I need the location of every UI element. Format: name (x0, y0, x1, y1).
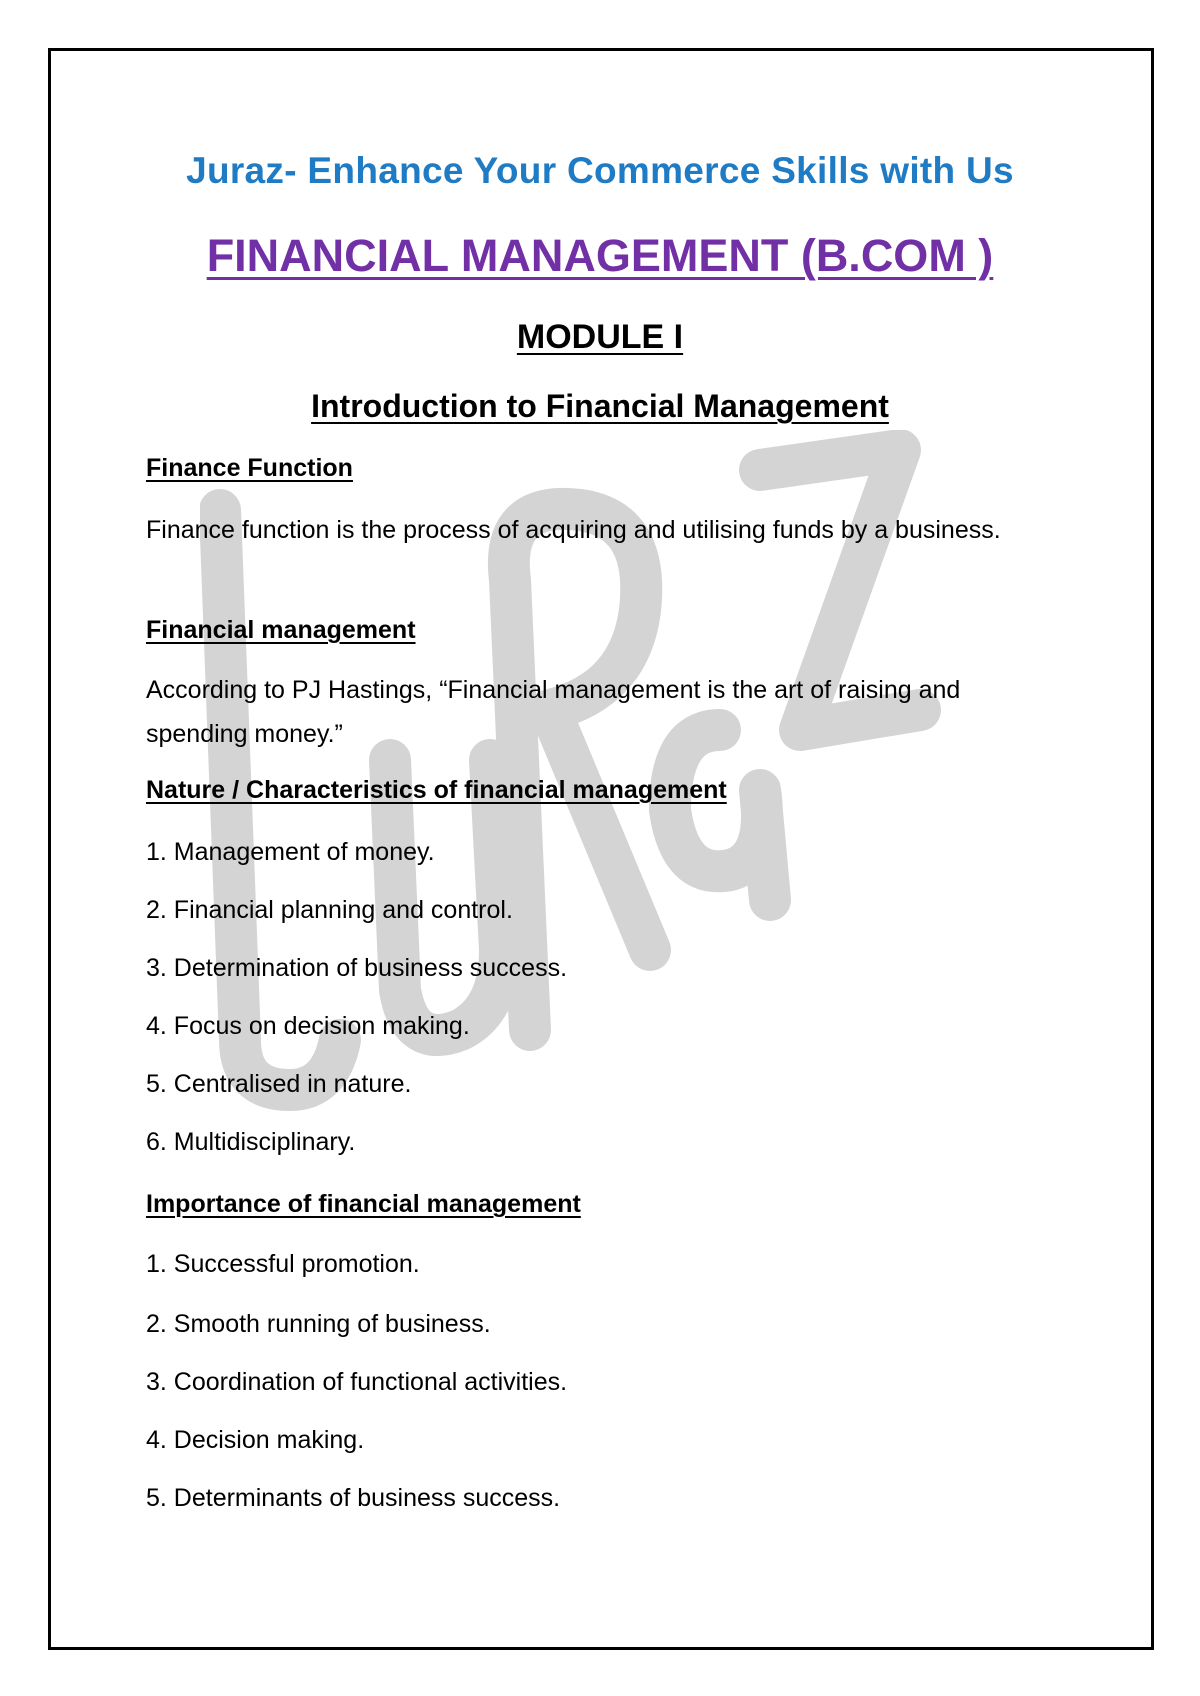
section-heading-financial-management: Financial management (146, 616, 416, 644)
nature-list-item: 2. Financial planning and control. (146, 896, 513, 924)
document-title (0, 230, 1200, 282)
importance-list-item: 4. Decision making. (146, 1426, 365, 1454)
module-heading (0, 318, 1200, 357)
nature-list-item: 6. Multidisciplinary. (146, 1128, 356, 1156)
nature-list-item: 5. Centralised in nature. (146, 1070, 412, 1098)
chapter-title (0, 388, 1200, 425)
financial-management-definition: According to PJ Hastings, “Financial management is the art of raising and spending money.” (146, 676, 961, 748)
section-heading-finance-function: Finance Function (146, 454, 353, 482)
module-heading-text: MODULE I (516, 318, 684, 356)
nature-list-item: 1. Management of money. (146, 838, 435, 866)
nature-list-item: 4. Focus on decision making. (146, 1012, 470, 1040)
importance-list-item: 5. Determinants of business success. (146, 1484, 561, 1512)
section-heading-importance: Importance of financial management (146, 1190, 581, 1218)
finance-function-text: Finance function is the process of acquiring and utilising funds by a business. (146, 516, 1001, 544)
nature-list-item: 3. Determination of business success. (146, 954, 568, 982)
brand-tagline: Juraz- Enhance Your Commerce Skills with Us (186, 150, 1014, 191)
document-title-text: FINANCIAL MANAGEMENT (B.COM ) (206, 230, 994, 281)
section-heading-nature: Nature / Characteristics of financial management (146, 776, 727, 804)
importance-list-item: 2. Smooth running of business. (146, 1310, 491, 1338)
importance-list-item: 1. Successful promotion. (146, 1250, 420, 1278)
chapter-title-text: Introduction to Financial Management (311, 388, 889, 424)
importance-list-item: 3. Coordination of functional activities. (146, 1368, 568, 1396)
